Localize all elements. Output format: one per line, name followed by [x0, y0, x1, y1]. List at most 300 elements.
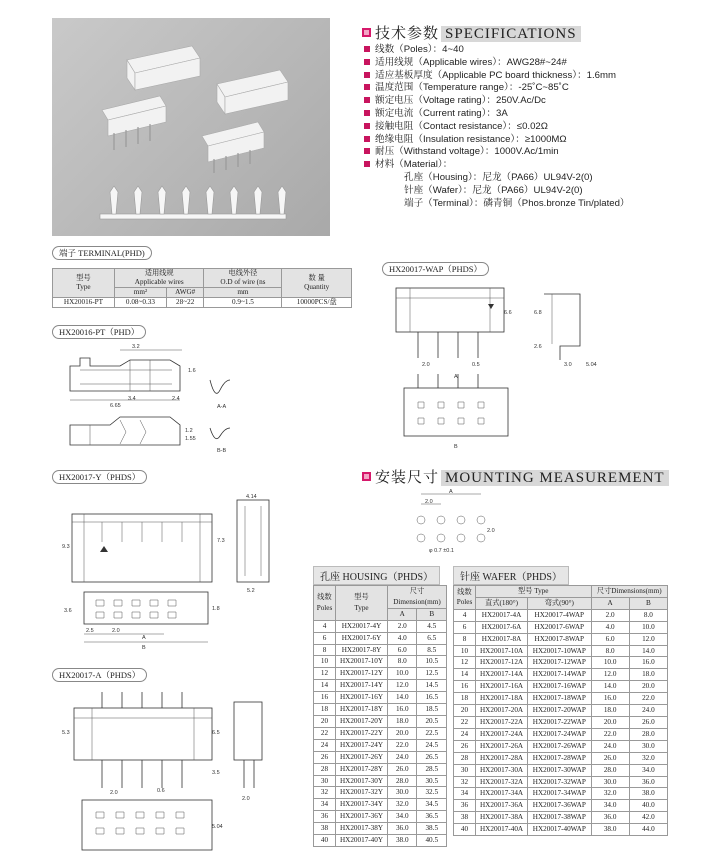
table-cell: HX20017-20A [476, 705, 528, 717]
table-cell: 40 [454, 824, 476, 836]
table-cell: 40 [314, 835, 336, 847]
table-cell: HX20017-10Y [336, 656, 388, 668]
table-cell: 32 [454, 776, 476, 788]
table-cell: HX20017-18Y [336, 704, 388, 716]
table-cell: 2.0 [388, 620, 417, 632]
table-row [454, 705, 668, 717]
table-row [314, 811, 447, 823]
wap-drawing-label: HX20017-WAP（PHDS） [382, 262, 489, 276]
table-row [314, 668, 447, 680]
spec-heading [362, 22, 581, 43]
table-cell: 10.0 [591, 657, 629, 669]
table-cell: 38 [454, 812, 476, 824]
table-cell: 34.0 [629, 764, 667, 776]
table-cell: HX20017-32Y [336, 787, 388, 799]
svg-text:6.6: 6.6 [504, 310, 512, 316]
table-cell: HX20017-28A [476, 752, 528, 764]
table-cell: 22.0 [591, 728, 629, 740]
svg-text:B: B [142, 645, 146, 651]
table-row [454, 693, 668, 705]
svg-text:2.6: 2.6 [534, 344, 542, 350]
table-cell: 12.5 [417, 668, 447, 680]
table-cell: 26.0 [629, 716, 667, 728]
svg-text:2.0: 2.0 [110, 790, 118, 796]
svg-text:3.2: 3.2 [132, 344, 140, 350]
table-cell: 18.0 [591, 705, 629, 717]
table-cell: HX20017-24Y [336, 739, 388, 751]
bullet-icon [364, 148, 370, 154]
housing-label: 孔座 HOUSING（PHDS） [313, 566, 440, 585]
svg-text:A: A [449, 489, 453, 495]
table-cell: HX20017-24A [476, 728, 528, 740]
bullet-icon [364, 161, 370, 167]
table-cell: 6.5 [417, 632, 447, 644]
table-cell: HX20017-8A [476, 633, 528, 645]
spec-title-cn: 技术参数 [375, 26, 440, 42]
mounting-heading [362, 466, 669, 487]
table-cell: 6 [454, 621, 476, 633]
table-row [314, 632, 447, 644]
table-cell: 18 [314, 704, 336, 716]
table-cell: 8 [454, 633, 476, 645]
table-cell: HX20017-8Y [336, 644, 388, 656]
table-cell: 22 [454, 716, 476, 728]
table-cell: 18.5 [417, 704, 447, 716]
table-cell: HX20017-14Y [336, 680, 388, 692]
table-cell: HX20017-26A [476, 740, 528, 752]
table-row [454, 812, 668, 824]
table-cell: 4.0 [388, 632, 417, 644]
table-row [454, 728, 668, 740]
table-row [314, 727, 447, 739]
spec-item: 绝缘电阻（Insulation resistance）：≥1000MΩ [364, 134, 630, 147]
table-row [454, 740, 668, 752]
bullet-square-icon [362, 28, 371, 37]
table-cell: 26.0 [388, 763, 417, 775]
table-cell: HX20017-16WAP [528, 681, 591, 693]
table-cell: 22.0 [629, 693, 667, 705]
table-cell: 16.5 [417, 692, 447, 704]
table-cell: HX20017-8WAP [528, 633, 591, 645]
table-cell: 10.5 [417, 656, 447, 668]
table-cell: HX20017-18WAP [528, 693, 591, 705]
svg-text:1.55: 1.55 [185, 436, 196, 442]
table-cell: 24.0 [591, 740, 629, 752]
table-row [314, 620, 447, 632]
table-cell: 36.0 [388, 823, 417, 835]
table-cell: 12.0 [629, 633, 667, 645]
table-cell: HX20017-38A [476, 812, 528, 824]
table-cell: 22.0 [388, 739, 417, 751]
table-cell: HX20017-6A [476, 621, 528, 633]
table-cell: HX20017-10WAP [528, 645, 591, 657]
table-row [454, 752, 668, 764]
table-row [454, 645, 668, 657]
svg-text:0.5: 0.5 [472, 362, 480, 368]
table-cell: 16.0 [388, 704, 417, 716]
svg-text:6.65: 6.65 [110, 403, 121, 409]
table-cell: HX20017-36WAP [528, 800, 591, 812]
table-cell: 26 [454, 740, 476, 752]
table-cell: HX20017-4A [476, 609, 528, 621]
table-cell: 26 [314, 751, 336, 763]
table-cell: 44.0 [629, 824, 667, 836]
svg-text:7.3: 7.3 [217, 538, 225, 544]
wafer-label: 针座 WAFER（PHDS） [453, 566, 569, 585]
svg-text:9.3: 9.3 [62, 544, 70, 550]
table-row [314, 656, 447, 668]
table-cell: 36.5 [417, 811, 447, 823]
svg-text:3.5: 3.5 [212, 770, 220, 776]
table-row [314, 751, 447, 763]
table-cell: 32.0 [629, 752, 667, 764]
svg-text:2.0: 2.0 [112, 628, 120, 634]
table-cell: 10 [454, 645, 476, 657]
table-cell: 20 [314, 715, 336, 727]
table-cell: 40.0 [629, 800, 667, 812]
svg-text:2.5: 2.5 [86, 628, 94, 634]
material-item: 针座（Wafer）：尼龙（PA66）UL94V-2(0) [404, 184, 583, 196]
bullet-icon [364, 84, 370, 90]
table-cell: 16.0 [591, 693, 629, 705]
table-row [454, 681, 668, 693]
table-cell: HX20017-38Y [336, 823, 388, 835]
bullet-icon [364, 72, 370, 78]
table-cell: 20.5 [417, 715, 447, 727]
spec-item: 额定电压（Voltage rating）：250V.Ac/Dc [364, 95, 630, 108]
table-cell: HX20017-34Y [336, 799, 388, 811]
table-cell: 4 [454, 609, 476, 621]
svg-text:6.5: 6.5 [212, 730, 220, 736]
bullet-icon [364, 46, 370, 52]
table-row [454, 633, 668, 645]
material-item: 端子（Terminal）：磷青铜（Phos.bronze Tin/plated） [404, 197, 630, 209]
table-cell: 12.0 [591, 669, 629, 681]
svg-text:3.4: 3.4 [128, 396, 136, 402]
table-cell: HX20017-22Y [336, 727, 388, 739]
svg-text:B-B: B-B [217, 448, 227, 454]
svg-text:B: B [454, 444, 458, 450]
table-cell: 16 [454, 681, 476, 693]
table-row [314, 680, 447, 692]
table-cell: HX20017-32WAP [528, 776, 591, 788]
table-cell: HX20017-30Y [336, 775, 388, 787]
svg-text:1.2: 1.2 [185, 428, 193, 434]
table-cell: 34.0 [388, 811, 417, 823]
table-cell: HX20017-20WAP [528, 705, 591, 717]
table-cell: HX20017-6WAP [528, 621, 591, 633]
table-cell: HX20017-16A [476, 681, 528, 693]
table-cell: 40.5 [417, 835, 447, 847]
bullet-icon [364, 59, 370, 65]
table-cell: 6.0 [591, 633, 629, 645]
table-cell: 22.5 [417, 727, 447, 739]
table-row [454, 788, 668, 800]
table-cell: 14.5 [417, 680, 447, 692]
table-cell: 32.0 [388, 799, 417, 811]
table-cell: 38.0 [629, 788, 667, 800]
table-cell: 8.0 [591, 645, 629, 657]
table-row [454, 776, 668, 788]
table-cell: 6 [314, 632, 336, 644]
table-cell: 30.0 [591, 776, 629, 788]
table-cell: 28 [454, 752, 476, 764]
table-row [314, 704, 447, 716]
y-drawing-label: HX20017-Y（PHDS） [52, 470, 147, 484]
spec-list [364, 44, 630, 210]
table-cell: 10 [314, 656, 336, 668]
housing-drawing [62, 492, 272, 652]
table-cell: HX20017-12WAP [528, 657, 591, 669]
table-row [454, 764, 668, 776]
table-cell: 8.5 [417, 644, 447, 656]
table-cell: 4.5 [417, 620, 447, 632]
table-cell: 32 [314, 787, 336, 799]
table-cell: 28.0 [388, 775, 417, 787]
table-cell: 34.0 [591, 800, 629, 812]
table-row [314, 799, 447, 811]
table-cell: HX20017-40Y [336, 835, 388, 847]
table-cell: HX20017-22WAP [528, 716, 591, 728]
spec-item: 额定电流（Current rating）：3A [364, 108, 630, 121]
table-cell: 34 [314, 799, 336, 811]
spec-item: 耐压（Withstand voltage）：1000V.Ac/1min [364, 146, 630, 159]
table-cell: 20.0 [388, 727, 417, 739]
table-cell: 36 [454, 800, 476, 812]
svg-text:2.0: 2.0 [242, 796, 250, 802]
table-cell: 30.0 [629, 740, 667, 752]
table-cell: HX20017-4Y [336, 620, 388, 632]
table-cell: 38.0 [388, 835, 417, 847]
table-cell: 8 [314, 644, 336, 656]
material-item: 孔座（Housing）：尼龙（PA66）UL94V-2(0) [404, 171, 593, 183]
spec-title-en: SPECIFICATIONS [441, 26, 581, 42]
table-cell: HX20017-40A [476, 824, 528, 836]
spec-item: 适应基板厚度（Applicable PC board thickness）：1.6mm [364, 70, 630, 83]
table-cell: 14 [314, 680, 336, 692]
table-cell: 28 [314, 763, 336, 775]
svg-text:2.0: 2.0 [425, 499, 433, 505]
table-cell: 24.0 [388, 751, 417, 763]
table-cell: HX20017-16Y [336, 692, 388, 704]
table-cell: 12 [314, 668, 336, 680]
table-cell: 26.0 [591, 752, 629, 764]
mounting-drawing [405, 490, 515, 560]
table-cell: HX20017-32A [476, 776, 528, 788]
spec-item: 材料（Material）： [364, 159, 630, 172]
table-row [454, 609, 668, 621]
table-row [314, 835, 447, 847]
table-cell: 38.0 [591, 824, 629, 836]
table-cell: HX20017-36Y [336, 811, 388, 823]
a-drawing-label: HX20017-A（PHDS） [52, 668, 147, 682]
table-cell: HX20017-30WAP [528, 764, 591, 776]
table-cell: HX20017-28WAP [528, 752, 591, 764]
wafer-straight-drawing [62, 688, 272, 858]
table-cell: 20 [454, 705, 476, 717]
table-cell: 18.0 [629, 669, 667, 681]
svg-text:4.14: 4.14 [246, 494, 257, 500]
svg-text:3.6: 3.6 [64, 608, 72, 614]
table-row [314, 763, 447, 775]
table-cell: 24 [314, 739, 336, 751]
table-cell: HX20017-38WAP [528, 812, 591, 824]
table-row [454, 716, 668, 728]
bullet-icon [364, 97, 370, 103]
table-cell: 36 [314, 811, 336, 823]
table-cell: HX20017-20Y [336, 715, 388, 727]
table-cell: 4 [314, 620, 336, 632]
polarity-marker [100, 546, 108, 552]
wafer-angle-drawing [384, 280, 624, 450]
table-cell: 32.0 [591, 788, 629, 800]
mounting-title-cn: 安装尺寸 [375, 470, 440, 486]
table-row [314, 692, 447, 704]
svg-text:2.0: 2.0 [487, 528, 495, 534]
table-cell: 36.0 [629, 776, 667, 788]
table-cell: 18 [454, 693, 476, 705]
table-row [454, 824, 668, 836]
svg-text:φ 0.7 ±0.1: φ 0.7 ±0.1 [429, 548, 454, 554]
wafer-table: 线数 Poles 型号 Type 尺寸Dimensions(mm) 直式(180°) 弯式(90°) A B 4 HX20017-4A HX20017-4WAP 2.0 8.0 6 HX20017-6A HX20017-6WAP 4.0 10.0 8 HX20017-8A HX20017-8WAP 6.0 12.0 10 HX20017-10A HX20017-10WAP 8.0 14.0 12 HX20017-12A HX20017-12WAP 10.0 16.0 14 HX20017-14A HX20017-14WAP 12.0 18.0 16 HX20017-16A HX20017-16WAP 14.0 20.0 18 HX20017-18A HX20017-18WAP 16.0 22.0 20 HX20017-20A HX20017-20WAP 18.0 24.0 22 HX20017-22A HX20017-22WAP 20.0 26.0 24 HX20017-24A HX20017-24WAP 22.0 28.0 26 HX20017-26A HX20017-26WAP 24.0 30.0 28 HX20017-28A HX20017-28WAP 26.0 32.0 30 HX20017-30A HX20017-30WAP 28.0 34.0 32 HX20017-32A HX20017-32WAP 30.0 36.0 34 HX20017-34A HX20017-34WAP 32.0 38.0 36 HX20017-36A HX20017-36WAP 34.0 40.0 38 HX20017-38A HX20017-38WAP 36.0 42.0 40 HX20017-40A HX20017-40WAP 38.0 44.0 [453, 585, 668, 836]
svg-text:5.04: 5.04 [212, 824, 223, 830]
spec-item: 适用线规（Applicable wires）：AWG28#~24# [364, 57, 630, 70]
table-row [454, 669, 668, 681]
svg-text:2.0: 2.0 [422, 362, 430, 368]
table-cell: 24.5 [417, 739, 447, 751]
table-row [454, 657, 668, 669]
table-cell: 28.0 [629, 728, 667, 740]
table-cell: 32.5 [417, 787, 447, 799]
terminal-row: HX20016-PT 0.08~0.33 28~22 0.9~1.5 10000PCS/盘 [53, 298, 352, 308]
pt-drawing-label: HX20016-PT（PHD） [52, 325, 146, 339]
svg-text:0.6: 0.6 [157, 788, 165, 794]
table-cell: HX20017-12Y [336, 668, 388, 680]
spec-item: 线数（Poles）：4~40 [364, 44, 630, 57]
svg-text:1.6: 1.6 [188, 368, 196, 374]
table-cell: 4.0 [591, 621, 629, 633]
table-cell: HX20017-10A [476, 645, 528, 657]
table-cell: HX20017-26Y [336, 751, 388, 763]
table-cell: 18.0 [388, 715, 417, 727]
table-cell: 30 [314, 775, 336, 787]
table-cell: 36.0 [591, 812, 629, 824]
connector-illustration [52, 18, 330, 236]
table-row [314, 775, 447, 787]
table-cell: HX20017-12A [476, 657, 528, 669]
svg-text:2.4: 2.4 [172, 396, 180, 402]
table-cell: 34 [454, 788, 476, 800]
table-cell: HX20017-24WAP [528, 728, 591, 740]
table-cell: 10.0 [629, 621, 667, 633]
table-cell: HX20017-30A [476, 764, 528, 776]
table-cell: HX20017-22A [476, 716, 528, 728]
table-cell: HX20017-40WAP [528, 824, 591, 836]
table-cell: 8.0 [388, 656, 417, 668]
housing-table: 线数 Poles 型号 Type 尺寸Dimension(mm) A B 4 HX20017-4Y 2.0 4.5 6 HX20017-6Y 4.0 6.5 8 HX20017-8Y 6.0 8.5 10 HX20017-10Y 8.0 10.5 12 HX20017-12Y 10.0 12.5 14 HX20017-14Y 12.0 14.5 16 HX20017-16Y 14.0 16.5 18 HX20017-18Y 16.0 18.5 20 HX20017-20Y 18.0 20.5 22 HX20017-22Y 20.0 22.5 24 HX20017-24Y 22.0 24.5 26 HX20017-26Y 24.0 26.5 28 HX20017-28Y 26.0 28.5 30 HX20017-30Y 28.0 30.5 32 HX20017-32Y 30.0 32.5 34 HX20017-34Y 32.0 34.5 36 HX20017-36Y 34.0 36.5 38 HX20017-38Y 36.0 38.5 40 HX20017-40Y 38.0 40.5 [313, 585, 447, 847]
table-cell: 26.5 [417, 751, 447, 763]
table-cell: 24.0 [629, 705, 667, 717]
table-row [314, 823, 447, 835]
table-cell: HX20017-18A [476, 693, 528, 705]
table-cell: 42.0 [629, 812, 667, 824]
table-row [454, 621, 668, 633]
bullet-icon [364, 123, 370, 129]
table-cell: HX20017-14A [476, 669, 528, 681]
table-cell: 30.0 [388, 787, 417, 799]
bullet-square-icon [362, 472, 371, 481]
table-cell: HX20017-4WAP [528, 609, 591, 621]
table-row [314, 715, 447, 727]
table-cell: HX20017-34WAP [528, 788, 591, 800]
table-row [314, 787, 447, 799]
table-cell: 30.5 [417, 775, 447, 787]
table-cell: 14.0 [629, 645, 667, 657]
table-cell: 14.0 [591, 681, 629, 693]
terminal-table: 型号 Type 适用线规 Applicable wires 电线外径 O.D of wire (ns 数 量 Quantity mm² AWG# mm HX20016-PT 0.08~0.33 28~22 0.9~1.5 10000PCS/盘 [52, 268, 352, 308]
mounting-title-en: MOUNTING MEASUREMENT [441, 470, 669, 486]
table-cell: 2.0 [591, 609, 629, 621]
table-cell: 22 [314, 727, 336, 739]
table-cell: 12 [454, 657, 476, 669]
spec-item: 温度范围（Temperature range）：-25˚C~85˚C [364, 82, 630, 95]
terminal-label: 端子 TERMINAL(PHD) [52, 246, 152, 260]
terminal-drawing [60, 340, 350, 465]
table-cell: HX20017-6Y [336, 632, 388, 644]
table-cell: HX20017-26WAP [528, 740, 591, 752]
table-cell: 8.0 [629, 609, 667, 621]
bullet-icon [364, 110, 370, 116]
svg-text:5.04: 5.04 [586, 362, 597, 368]
svg-text:6.8: 6.8 [534, 310, 542, 316]
table-cell: 38.5 [417, 823, 447, 835]
table-cell: 28.5 [417, 763, 447, 775]
svg-text:A: A [454, 374, 458, 380]
svg-text:5.3: 5.3 [62, 730, 70, 736]
table-cell: 10.0 [388, 668, 417, 680]
table-cell: 20.0 [629, 681, 667, 693]
table-row [454, 800, 668, 812]
bullet-icon [364, 136, 370, 142]
table-cell: 24 [454, 728, 476, 740]
table-cell: HX20017-28Y [336, 763, 388, 775]
product-photo [52, 18, 330, 236]
table-cell: 16.0 [629, 657, 667, 669]
table-cell: 12.0 [388, 680, 417, 692]
table-cell: HX20017-34A [476, 788, 528, 800]
table-cell: HX20017-36A [476, 800, 528, 812]
polarity-marker [488, 304, 494, 309]
svg-text:A: A [142, 635, 146, 641]
table-row [314, 739, 447, 751]
table-cell: 14 [454, 669, 476, 681]
table-cell: 14.0 [388, 692, 417, 704]
svg-text:5.2: 5.2 [247, 588, 255, 594]
table-cell: 30 [454, 764, 476, 776]
spec-item: 接触电阻（Contact resistance）：≤0.02Ω [364, 121, 630, 134]
table-cell: HX20017-14WAP [528, 669, 591, 681]
table-cell: 16 [314, 692, 336, 704]
table-cell: 28.0 [591, 764, 629, 776]
table-cell: 20.0 [591, 716, 629, 728]
table-cell: 34.5 [417, 799, 447, 811]
svg-text:A-A: A-A [217, 404, 227, 410]
table-cell: 6.0 [388, 644, 417, 656]
svg-text:1.8: 1.8 [212, 606, 220, 612]
table-row [314, 644, 447, 656]
table-cell: 38 [314, 823, 336, 835]
svg-text:3.0: 3.0 [564, 362, 572, 368]
